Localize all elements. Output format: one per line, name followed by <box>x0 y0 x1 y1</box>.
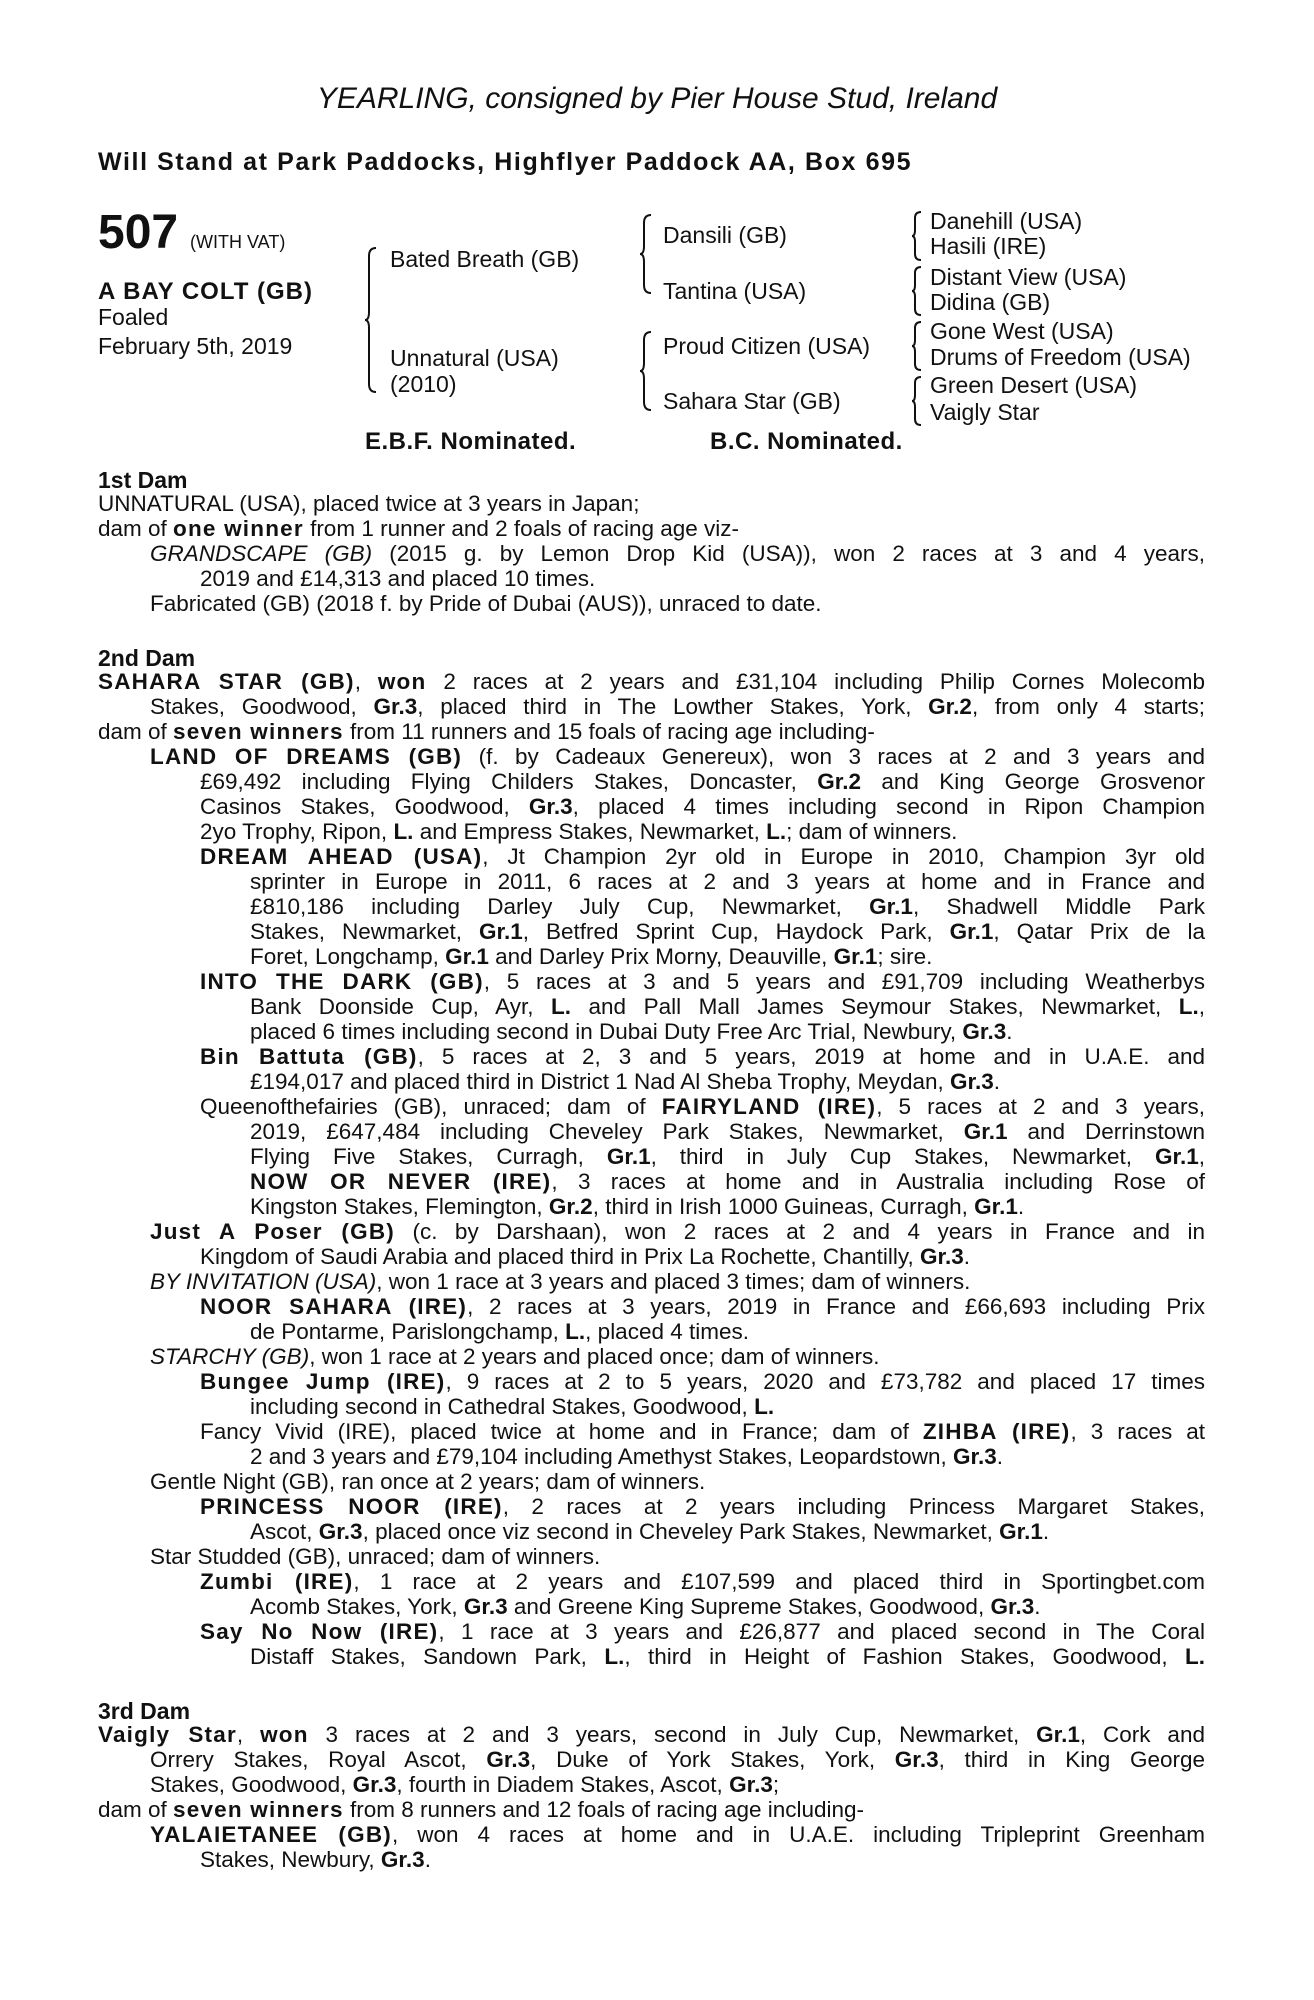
text-run: , Jt Champion 2yr old in Europe in 2010, Champion 3yr old <box>482 844 1205 869</box>
text-run: , fourth in Diadem Stakes, Ascot, <box>396 1772 730 1797</box>
text-run: , placed third in The Lowther Stakes, York, <box>417 694 929 719</box>
bc-nominated: B.C. Nominated. <box>710 428 903 455</box>
pedigree-sd: Tantina (USA) <box>663 278 807 304</box>
text-run: GRANDSCAPE (GB) <box>150 541 373 566</box>
text-run: 2 and 3 years and £79,104 including Amethyst Stakes, Leopardstown, <box>250 1444 953 1469</box>
vat-note: (WITH VAT) <box>190 232 286 252</box>
text-run: £810,186 including Darley July Cup, Newmarket, <box>250 894 870 919</box>
text-run: . <box>1034 1594 1041 1619</box>
text-run: Gr.3 <box>962 1019 1007 1044</box>
text-run: DREAM AHEAD (USA) <box>200 844 483 869</box>
first-dam-heading: 1st Dam <box>98 467 188 493</box>
pedigree-dam-year: (2010) <box>390 371 457 397</box>
text-run: Gr.1 <box>445 944 489 969</box>
text-run: Stakes, Newbury, <box>200 1847 381 1872</box>
text-run: Bungee Jump (IRE) <box>200 1369 446 1394</box>
text-run: one winner <box>173 516 304 541</box>
text-run: , third in King George <box>938 1747 1205 1772</box>
text-run: , third in July Cup Stakes, Newmarket, <box>650 1144 1155 1169</box>
text-line <box>200 794 1205 819</box>
text-run: Acomb Stakes, York, <box>250 1594 464 1619</box>
text-run: Kingston Stakes, Flemington, <box>250 1194 549 1219</box>
text-run: , placed once viz second in Cheveley Park Stakes, Newmarket, <box>362 1519 1000 1544</box>
text-run: Vaigly Star <box>98 1722 237 1747</box>
text-run: (f. by Cadeaux Genereux), won 3 races at 2 and 3 years and <box>462 744 1205 769</box>
text-run: STARCHY (GB) <box>150 1344 310 1369</box>
text-run: L. <box>393 819 414 844</box>
text-run: placed 6 times including second in Dubai Duty Free Arc Trial, Newbury, <box>250 1019 963 1044</box>
text-run: Queenofthefairies (GB), unraced; dam of <box>200 1094 662 1119</box>
pedigree-sds: Distant View (USA) <box>930 264 1127 290</box>
text-run: NOOR SAHARA (IRE) <box>200 1294 468 1319</box>
ss-bracket <box>911 210 923 262</box>
text-line <box>250 1444 1003 1469</box>
text-run: dam of <box>98 516 174 541</box>
text-run: Casinos Stakes, Goodwood, <box>200 794 529 819</box>
text-run: , 9 races at 2 to 5 years, 2020 and £73,782 and placed 17 times <box>445 1369 1205 1394</box>
text-line <box>98 669 1205 694</box>
text-run: Gr.3 <box>318 1519 363 1544</box>
text-run: Zumbi (IRE) <box>200 1569 354 1594</box>
text-run: , 1 race at 2 years and £107,599 and placed third in Sportingbet.com <box>353 1569 1205 1594</box>
pedigree-ssd: Hasili (IRE) <box>930 233 1047 259</box>
text-line <box>150 1269 970 1294</box>
text-line <box>200 1619 1205 1644</box>
text-line <box>98 1722 1205 1747</box>
text-run: ; <box>772 1772 780 1797</box>
text-run: Gr.1 <box>949 919 994 944</box>
text-line <box>150 694 1205 719</box>
text-run: , 2 races at 2 years including Princess Margaret Stakes, <box>502 1494 1205 1519</box>
text-run: L. <box>1178 994 1199 1019</box>
text-run: , 5 races at 2 and 3 years, <box>876 1094 1205 1119</box>
text-run: (2015 g. by Lemon Drop Kid (USA)), won 2 races at 3 and 4 years, <box>372 541 1205 566</box>
text-run: L. <box>754 1394 775 1419</box>
text-run: Gr.1 <box>1154 1144 1199 1169</box>
text-line <box>250 1319 749 1344</box>
text-run: Gr.1 <box>974 1194 1018 1219</box>
text-run: Gr.3 <box>920 1244 964 1269</box>
text-run: de Pontarme, Parislongchamp, <box>250 1319 566 1344</box>
text-line <box>250 1144 1205 1169</box>
text-line <box>98 516 739 541</box>
text-run: Stakes, Goodwood, <box>150 1772 353 1797</box>
text-line <box>150 1469 705 1494</box>
text-run: Orrery Stakes, Royal Ascot, <box>150 1747 487 1772</box>
text-run: Bank Doonside Cup, Ayr, <box>250 994 552 1019</box>
text-line <box>200 844 1205 869</box>
text-run: YALAIETANEE (GB) <box>150 1822 392 1847</box>
text-line <box>200 1094 1205 1119</box>
text-run: Gentle Night (GB), ran once at 2 years; dam of winners. <box>150 1469 706 1494</box>
text-line <box>200 1847 431 1872</box>
text-run: dam of <box>98 719 174 744</box>
pedigree-ds: Proud Citizen (USA) <box>663 333 871 359</box>
text-run: and Pall Mall James Seymour Stakes, Newmarket, <box>571 994 1179 1019</box>
text-line <box>250 994 1205 1019</box>
foaled-label: Foaled <box>98 304 169 330</box>
text-line <box>150 1747 1205 1772</box>
text-run: 3 races at 2 and 3 years, second in July Cup, Newmarket, <box>308 1722 1037 1747</box>
sd-bracket <box>911 265 923 317</box>
text-run: Gr.3 <box>463 1594 508 1619</box>
text-line <box>150 1344 880 1369</box>
text-run: sprinter in Europe in 2011, 6 races at 2 and 3 years at home and in France and <box>250 869 1205 894</box>
pedigree-dsd: Drums of Freedom (USA) <box>930 344 1191 370</box>
text-run: Gr.1 <box>606 1144 651 1169</box>
pedigree-dss: Gone West (USA) <box>930 318 1114 344</box>
text-line <box>250 1069 1000 1094</box>
text-run: 2019 and £14,313 and placed 10 times. <box>200 566 596 591</box>
text-line <box>150 541 1205 566</box>
text-line <box>250 1594 1041 1619</box>
text-run: ; sire. <box>877 944 933 969</box>
text-run: , 5 races at 2, 3 and 5 years, 2019 at home and in U.A.E. and <box>417 1044 1205 1069</box>
text-run: , won 1 race at 3 years and placed 3 times; dam of winners. <box>376 1269 971 1294</box>
text-run: Foret, Longchamp, <box>250 944 446 969</box>
text-line <box>150 1772 779 1797</box>
text-run: , Betfred Sprint Cup, Haydock Park, <box>522 919 950 944</box>
text-run: Distaff Stakes, Sandown Park, <box>250 1644 605 1669</box>
text-run: Gr.1 <box>999 1519 1043 1544</box>
text-run: , placed 4 times. <box>585 1319 749 1344</box>
text-run: , Qatar Prix de la <box>993 919 1205 944</box>
text-run: , placed 4 times including second in Ripon Champion <box>572 794 1205 819</box>
text-run: , Shadwell Middle Park <box>912 894 1205 919</box>
text-run: , Cork and <box>1079 1722 1205 1747</box>
text-line <box>98 491 639 516</box>
text-run: Gr.3 <box>373 694 418 719</box>
text-run: , from only 4 starts; <box>971 694 1206 719</box>
text-run: PRINCESS NOOR (IRE) <box>200 1494 503 1519</box>
text-run: . <box>1017 1194 1025 1219</box>
text-run: ZIHBA (IRE) <box>922 1419 1071 1444</box>
second-dam-heading: 2nd Dam <box>98 645 196 671</box>
text-line <box>200 1419 1205 1444</box>
text-line <box>200 969 1205 994</box>
text-line <box>150 591 822 616</box>
text-line <box>150 744 1205 769</box>
text-run: LAND OF DREAMS (GB) <box>150 744 463 769</box>
text-line <box>250 1019 1012 1044</box>
text-run: Gr.3 <box>528 794 573 819</box>
pedigree-sss: Danehill (USA) <box>930 208 1083 234</box>
text-run: from 11 runners and 15 foals of racing age including- <box>343 719 875 744</box>
text-line <box>200 1369 1205 1394</box>
pedigree-ddd: Vaigly Star <box>930 399 1040 425</box>
stand-location: Will Stand at Park Paddocks, Highflyer Paddock AA, Box 695 <box>98 148 913 176</box>
text-run: 2yo Trophy, Ripon, <box>200 819 394 844</box>
text-run: , won 1 race at 2 years and placed once; dam of winners. <box>309 1344 880 1369</box>
text-run: 2019, £647,484 including Cheveley Park Stakes, Newmarket, <box>250 1119 964 1144</box>
text-line <box>98 1797 864 1822</box>
text-run: and Empress Stakes, Newmarket, <box>413 819 767 844</box>
text-line <box>250 1194 1024 1219</box>
sire-bracket <box>639 213 653 295</box>
text-run: £194,017 and placed third in District 1 Nad Al Sheba Trophy, Meydan, <box>250 1069 951 1094</box>
text-run: seven winners <box>173 1797 344 1822</box>
text-line <box>250 894 1205 919</box>
text-run: Gr.3 <box>486 1747 531 1772</box>
text-run: from 1 runner and 2 foals of racing age viz- <box>303 516 740 541</box>
text-line <box>200 1244 970 1269</box>
lot-number: 507 <box>98 206 179 259</box>
foaled-date: February 5th, 2019 <box>98 333 293 359</box>
text-run: Gr.2 <box>548 1194 593 1219</box>
text-run: Fancy Vivid (IRE), placed twice at home and in France; dam of <box>200 1419 923 1444</box>
ds-bracket <box>911 320 923 372</box>
text-run: Flying Five Stakes, Curragh, <box>250 1144 607 1169</box>
text-run: , 1 race at 3 years and £26,877 and placed second in The Coral <box>438 1619 1206 1644</box>
text-run: £69,492 including Flying Childers Stakes, Doncaster, <box>200 769 818 794</box>
text-run: . <box>1006 1019 1013 1044</box>
text-run: Kingdom of Saudi Arabia and placed third in Prix La Rochette, Chantilly, <box>200 1244 920 1269</box>
text-run: , 3 races at <box>1070 1419 1205 1444</box>
dd-bracket <box>911 375 923 427</box>
text-line <box>200 1294 1205 1319</box>
text-line <box>98 719 875 744</box>
text-run: Gr.3 <box>950 1069 994 1094</box>
text-run: Just A Poser (GB) <box>150 1219 395 1244</box>
text-run: Gr.2 <box>817 769 862 794</box>
text-run: BY INVITATION (USA) <box>150 1269 377 1294</box>
text-run: , third in Height of Fashion Stakes, Goodwood, <box>624 1644 1185 1669</box>
pedigree-sire: Bated Breath (GB) <box>390 246 580 272</box>
pedigree-sdd: Didina (GB) <box>930 289 1051 315</box>
text-run: Gr.3 <box>729 1772 773 1797</box>
text-run: Gr.3 <box>894 1747 939 1772</box>
lot-description: A BAY COLT (GB) <box>98 278 314 305</box>
pedigree-dds: Green Desert (USA) <box>930 372 1138 398</box>
text-run: and King George Grosvenor <box>861 769 1205 794</box>
text-run: , 3 races at home and in Australia including Rose of <box>551 1169 1205 1194</box>
text-run: , 5 races at 3 and 5 years and £91,709 including Weatherbys <box>483 969 1205 994</box>
text-run: , <box>236 1722 261 1747</box>
text-line <box>200 1494 1205 1519</box>
text-run: seven winners <box>173 719 344 744</box>
text-run: Gr.1 <box>869 894 913 919</box>
text-run: Ascot, <box>250 1519 319 1544</box>
text-line <box>250 1394 774 1419</box>
pedigree-dd: Sahara Star (GB) <box>663 388 841 414</box>
text-run: L. <box>766 819 787 844</box>
text-line <box>200 566 595 591</box>
text-run: Bin Battuta (GB) <box>200 1044 418 1069</box>
text-run: Gr.1 <box>833 944 878 969</box>
text-line <box>250 1644 1205 1669</box>
text-run: Say No Now (IRE) <box>200 1619 439 1644</box>
text-line <box>250 1169 1205 1194</box>
text-run: Gr.3 <box>380 1847 425 1872</box>
text-line <box>250 1119 1205 1144</box>
text-run: and Darley Prix Morny, Deauville, <box>488 944 834 969</box>
page-title: YEARLING, consigned by Pier House Stud, Ireland <box>316 82 998 115</box>
text-run: (c. by Darshaan), won 2 races at 2 and 4 years in France and in <box>394 1219 1205 1244</box>
text-run: . <box>993 1069 1001 1094</box>
text-run: dam of <box>98 1797 174 1822</box>
text-run: INTO THE DARK (GB) <box>200 969 484 994</box>
text-run: Gr.1 <box>1036 1722 1080 1747</box>
text-run: FAIRYLAND (IRE) <box>661 1094 877 1119</box>
text-run: Stakes, Newmarket, <box>250 919 479 944</box>
text-run: and Derrinstown <box>1007 1119 1205 1144</box>
text-line <box>150 1544 600 1569</box>
ebf-nominated: E.B.F. Nominated. <box>365 428 577 455</box>
dam-bracket <box>639 330 653 412</box>
text-run: including second in Cathedral Stakes, Goodwood, <box>250 1394 755 1419</box>
text-run: , <box>1198 1144 1205 1169</box>
text-run: , third in Irish 1000 Guineas, Curragh, <box>592 1194 975 1219</box>
text-run: SAHARA STAR (GB) <box>98 669 355 694</box>
text-run: . <box>424 1847 431 1872</box>
text-run: and Greene King Supreme Stakes, Goodwood, <box>507 1594 991 1619</box>
text-run: . <box>1042 1519 1050 1544</box>
text-run: Fabricated (GB) (2018 f. by Pride of Dubai (AUS)), unraced to date. <box>150 591 822 616</box>
text-run: L. <box>604 1644 625 1669</box>
text-run: Gr.3 <box>352 1772 397 1797</box>
text-run: . <box>963 1244 971 1269</box>
text-line <box>200 819 957 844</box>
text-line <box>200 1044 1205 1069</box>
text-line <box>250 919 1205 944</box>
sire-dam-bracket <box>364 246 378 394</box>
text-run: Stakes, Goodwood, <box>150 694 374 719</box>
text-run: ; dam of winners. <box>786 819 958 844</box>
text-run: , Duke of York Stakes, York, <box>530 1747 895 1772</box>
text-run: Gr.2 <box>928 694 972 719</box>
text-line <box>150 1219 1205 1244</box>
text-run: UNNATURAL (USA), placed twice at 3 years in Japan; <box>98 491 640 516</box>
text-line <box>250 1519 1049 1544</box>
text-run: Gr.3 <box>952 1444 997 1469</box>
text-run: , <box>1198 994 1205 1019</box>
text-run: , 2 races at 3 years, 2019 in France and £66,693 including Prix <box>467 1294 1206 1319</box>
text-line <box>200 769 1205 794</box>
text-run: . <box>996 1444 1004 1469</box>
text-line <box>250 944 932 969</box>
text-run: Gr.3 <box>990 1594 1035 1619</box>
text-run: Star Studded (GB), unraced; dam of winners. <box>150 1544 601 1569</box>
text-run: won <box>260 1722 309 1747</box>
text-run: 2 races at 2 years and £31,104 including Philip Cornes Molecomb <box>426 669 1205 694</box>
text-run: L. <box>565 1319 586 1344</box>
pedigree-dam: Unnatural (USA) <box>390 345 559 371</box>
third-dam-heading: 3rd Dam <box>98 1698 191 1724</box>
text-line <box>150 1822 1205 1847</box>
text-run: Gr.1 <box>963 1119 1008 1144</box>
text-run: NOW OR NEVER (IRE) <box>250 1169 552 1194</box>
text-run: won <box>377 669 427 694</box>
text-run: L. <box>551 994 572 1019</box>
text-run: from 8 runners and 12 foals of racing age including- <box>343 1797 865 1822</box>
text-run: , won 4 races at home and in U.A.E. including Tripleprint Greenham <box>391 1822 1205 1847</box>
text-line <box>250 869 1205 894</box>
text-run: Gr.1 <box>478 919 523 944</box>
text-line <box>200 1569 1205 1594</box>
text-run: L. <box>1185 1644 1205 1669</box>
text-run: , <box>354 669 378 694</box>
pedigree-ss: Dansili (GB) <box>663 222 787 248</box>
